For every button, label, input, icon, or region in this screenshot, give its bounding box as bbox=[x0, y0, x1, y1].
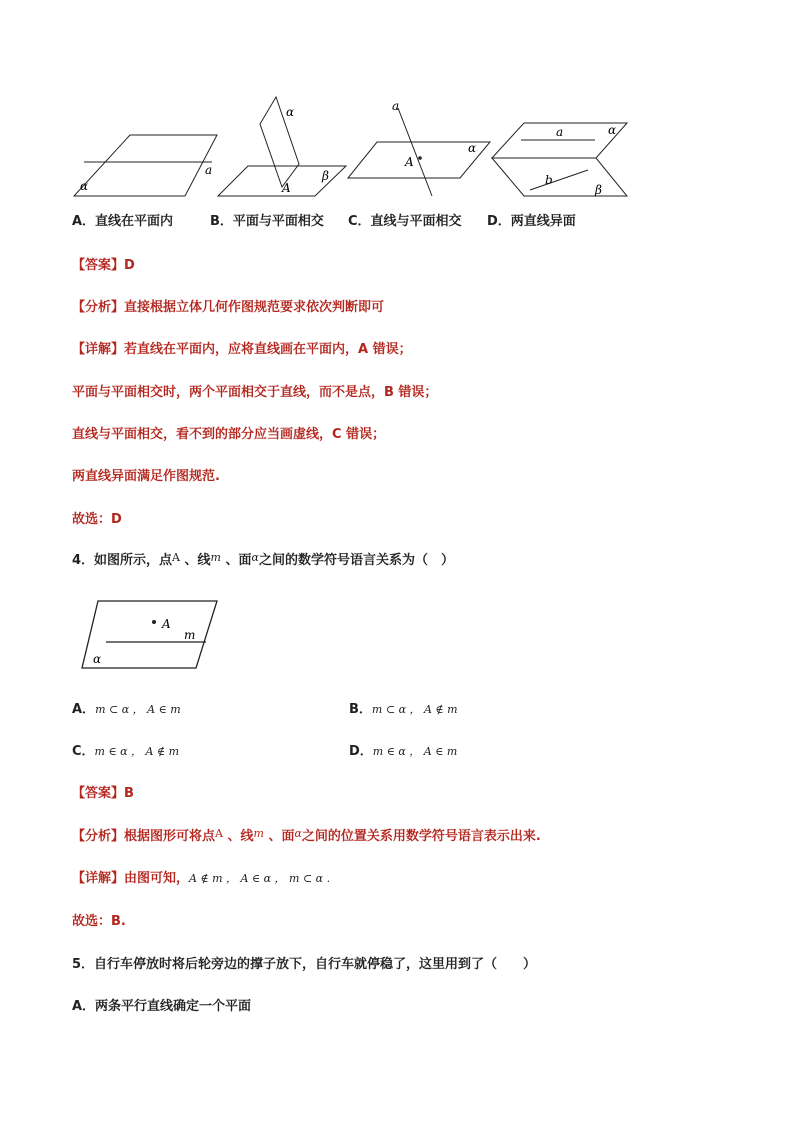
q4-analysis bbox=[72, 828, 541, 846]
figure-c-point-label: A bbox=[405, 155, 414, 169]
q3-option-b: B．平面与平面相交 bbox=[210, 214, 324, 229]
q3-choice: 故选：D bbox=[72, 512, 122, 527]
q4-detail-prefix: 【详解】由图可知， bbox=[72, 871, 190, 886]
figure-a bbox=[74, 135, 217, 196]
q4-option-c bbox=[72, 743, 179, 761]
figure-b-alpha: α bbox=[286, 105, 295, 119]
figure-q4-point bbox=[152, 620, 156, 624]
figure-d-alpha: α bbox=[608, 123, 617, 137]
figure-d-beta: β bbox=[595, 183, 602, 197]
q4-option-b bbox=[349, 701, 458, 719]
q4-option-c-label: C． bbox=[72, 744, 95, 759]
q4-sym-alpha: α bbox=[251, 551, 259, 564]
q4-stem bbox=[72, 552, 454, 570]
q4-option-a-expr: m ⊂ α ， A ∈ m bbox=[95, 703, 181, 716]
q4-option-b-label: B． bbox=[349, 702, 372, 717]
q4-analysis-mid2: 、面 bbox=[263, 829, 295, 844]
figure-b-beta: β bbox=[322, 169, 329, 183]
figure-q4 bbox=[78, 598, 223, 673]
figure-b-point-label: A bbox=[282, 181, 291, 195]
q4-option-a-label: A． bbox=[72, 702, 96, 717]
figure-d-line-a: a bbox=[556, 125, 564, 139]
q3-detail-2: 平面与平面相交时，两个平面相交于直线，而不是点，B 错误； bbox=[72, 385, 438, 400]
q4-option-a bbox=[72, 701, 181, 719]
q4-analysis-suffix: 之间的位置关系用数学符号语言表示出来. bbox=[301, 829, 541, 844]
figure-d-line-b: b bbox=[545, 173, 553, 187]
figure-q4-line-label: m bbox=[184, 628, 196, 642]
figure-q4-point-label: A bbox=[162, 617, 171, 631]
q4-answer: 【答案】B bbox=[72, 786, 134, 801]
figure-a-alpha: α bbox=[80, 179, 89, 193]
q4-analysis-mid1: 、线 bbox=[222, 829, 254, 844]
q3-option-d: D．两直线异面 bbox=[487, 214, 576, 229]
q4-detail bbox=[72, 870, 330, 888]
q4-option-d bbox=[349, 743, 457, 761]
q4-stem-prefix: 4．如图所示，点 bbox=[72, 553, 173, 568]
q3-detail-3: 直线与平面相交，看不到的部分应当画虚线，C 错误； bbox=[72, 427, 386, 442]
figure-a-line-label: a bbox=[205, 163, 213, 177]
q3-analysis: 【分析】直接根据立体几何作图规范要求依次判断即可 bbox=[72, 300, 385, 315]
q4-sym-a: A bbox=[172, 551, 180, 564]
q4-stem-mid1: 、线 bbox=[180, 553, 211, 568]
q4-detail-expr: A ∉ m ， A ∈ α ， m ⊂ α . bbox=[189, 872, 331, 885]
q4-option-d-label: D． bbox=[349, 744, 373, 759]
q5-option-a: A．两条平行直线确定一个平面 bbox=[72, 999, 252, 1014]
q3-option-a: A．直线在平面内 bbox=[72, 214, 174, 229]
q3-detail-1: 【详解】若直线在平面内，应将直线画在平面内，A 错误； bbox=[72, 342, 412, 357]
q3-option-c: C．直线与平面相交 bbox=[348, 214, 462, 229]
figure-c-line-label: a bbox=[392, 99, 400, 113]
q4-stem-suffix: 之间的数学符号语言关系为（ ） bbox=[258, 553, 454, 568]
q4-analysis-sym-alpha: α bbox=[294, 827, 302, 840]
q4-choice: 故选：B. bbox=[72, 914, 126, 929]
q4-option-c-expr: m ∈ α ， A ∉ m bbox=[94, 745, 180, 758]
figure-q4-plane bbox=[82, 601, 217, 668]
q4-option-b-expr: m ⊂ α ， A ∉ m bbox=[371, 703, 458, 716]
figure-row-q3 bbox=[60, 90, 640, 205]
q3-detail-4: 两直线异面满足作图规范. bbox=[72, 469, 220, 484]
q3-answer: 【答案】D bbox=[72, 258, 135, 273]
q4-option-d-expr: m ∈ α ， A ∈ m bbox=[372, 745, 458, 758]
figure-q4-alpha: α bbox=[93, 652, 102, 666]
q5-stem: 5．自行车停放时将后轮旁边的撑子放下，自行车就停稳了，这里用到了（ ） bbox=[72, 957, 537, 972]
q4-analysis-sym-m: m bbox=[253, 827, 264, 840]
figure-c-alpha: α bbox=[468, 141, 477, 155]
q4-analysis-prefix: 【分析】根据图形可将点 bbox=[72, 829, 216, 844]
q4-analysis-sym-a: A bbox=[215, 827, 223, 840]
figure-c-point bbox=[418, 156, 422, 160]
q4-sym-m: m bbox=[210, 551, 221, 564]
q4-stem-mid2: 、面 bbox=[220, 553, 252, 568]
